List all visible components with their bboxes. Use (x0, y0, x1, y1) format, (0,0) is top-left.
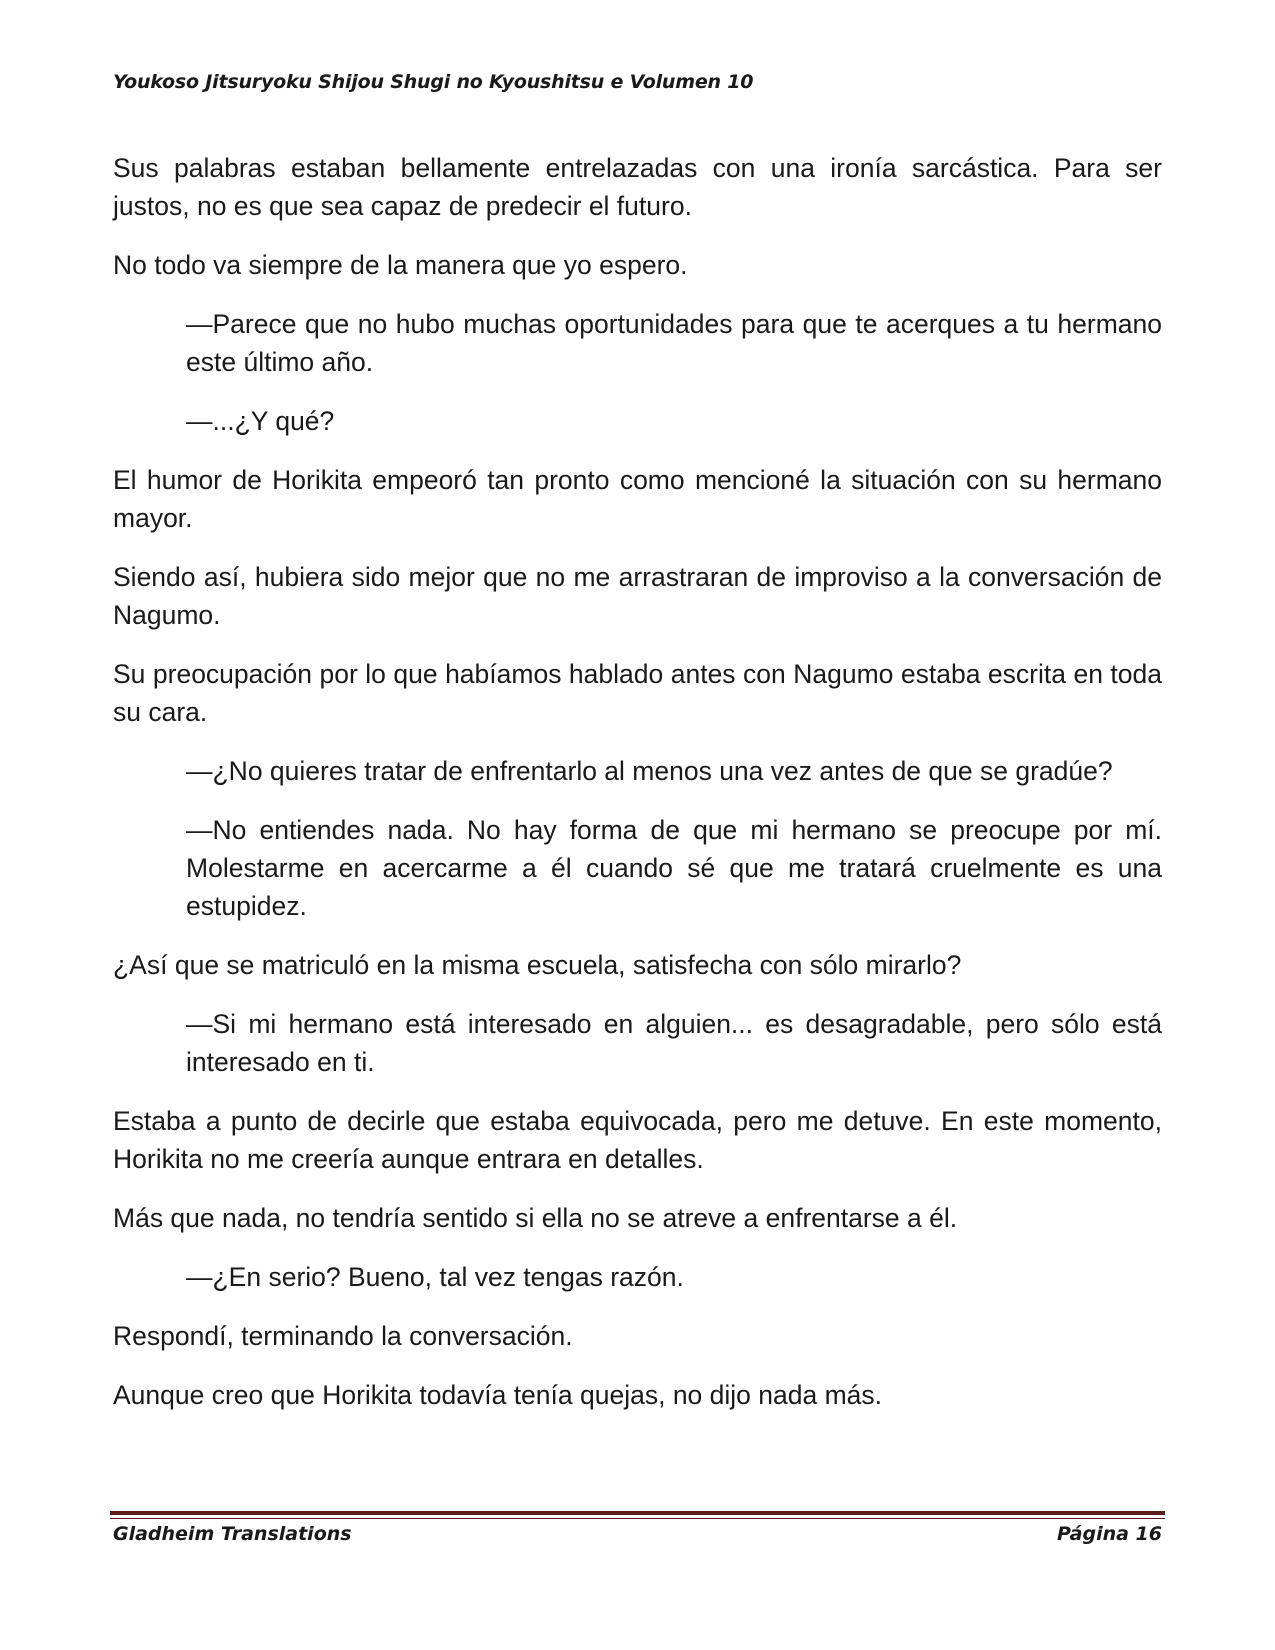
paragraph: Más que nada, no tendría sentido si ella no se atreve a enfrentarse a él. (113, 1203, 958, 1233)
paragraph: Estaba a punto de decirle que estaba equivocada, pero me detuve. En este momento, Horikita no me creería aunque entrara en detalles. (113, 1106, 1162, 1174)
footer-translator-credit: Gladheim Translations (113, 1523, 352, 1545)
dialogue-paragraph: —No entiendes nada. No hay forma de que mi hermano se preocupe por mí. Molestarme en acercarme a él cuando sé que me tratará cruelmente es una estupidez. (186, 815, 1162, 921)
paragraph: Su preocupación por lo que habíamos hablado antes con Nagumo estaba escrita en toda su cara. (113, 659, 1162, 727)
paragraph: Aunque creo que Horikita todavía tenía quejas, no dijo nada más. (113, 1380, 883, 1410)
dialogue-paragraph: —¿No quieres tratar de enfrentarlo al menos una vez antes de que se gradúe? (186, 756, 1113, 786)
paragraph: No todo va siempre de la manera que yo espero. (113, 250, 688, 280)
footer-page-number: Página 16 (1056, 1523, 1162, 1545)
dialogue-paragraph: —Si mi hermano está interesado en alguien... es desagradable, pero sólo está interesado en ti. (186, 1009, 1162, 1077)
paragraph: Respondí, terminando la conversación. (113, 1321, 573, 1351)
paragraph: Siendo así, hubiera sido mejor que no me arrastraran de improviso a la conversación de Nagumo. (113, 562, 1162, 630)
paragraph: ¿Así que se matriculó en la misma escuela, satisfecha con sólo mirarlo? (113, 950, 962, 980)
dialogue-paragraph: —Parece que no hubo muchas oportunidades para que te acerques a tu hermano este último año. (186, 309, 1162, 377)
paragraph: El humor de Horikita empeoró tan pronto como mencioné la situación con su hermano mayor. (113, 465, 1162, 533)
dialogue-paragraph: —¿En serio? Bueno, tal vez tengas razón. (186, 1262, 684, 1292)
footer-divider-thin (110, 1518, 1165, 1519)
paragraph: Sus palabras estaban bellamente entrelazadas con una ironía sarcástica. Para ser justos, no es que sea capaz de predecir el futuro. (113, 153, 1162, 221)
footer-divider-thick (110, 1511, 1165, 1515)
page-body (113, 149, 1162, 1435)
page-header-title: Youkoso Jitsuryoku Shijou Shugi no Kyoushitsu e Volumen 10 (113, 71, 754, 93)
dialogue-paragraph: —...¿Y qué? (186, 406, 335, 436)
